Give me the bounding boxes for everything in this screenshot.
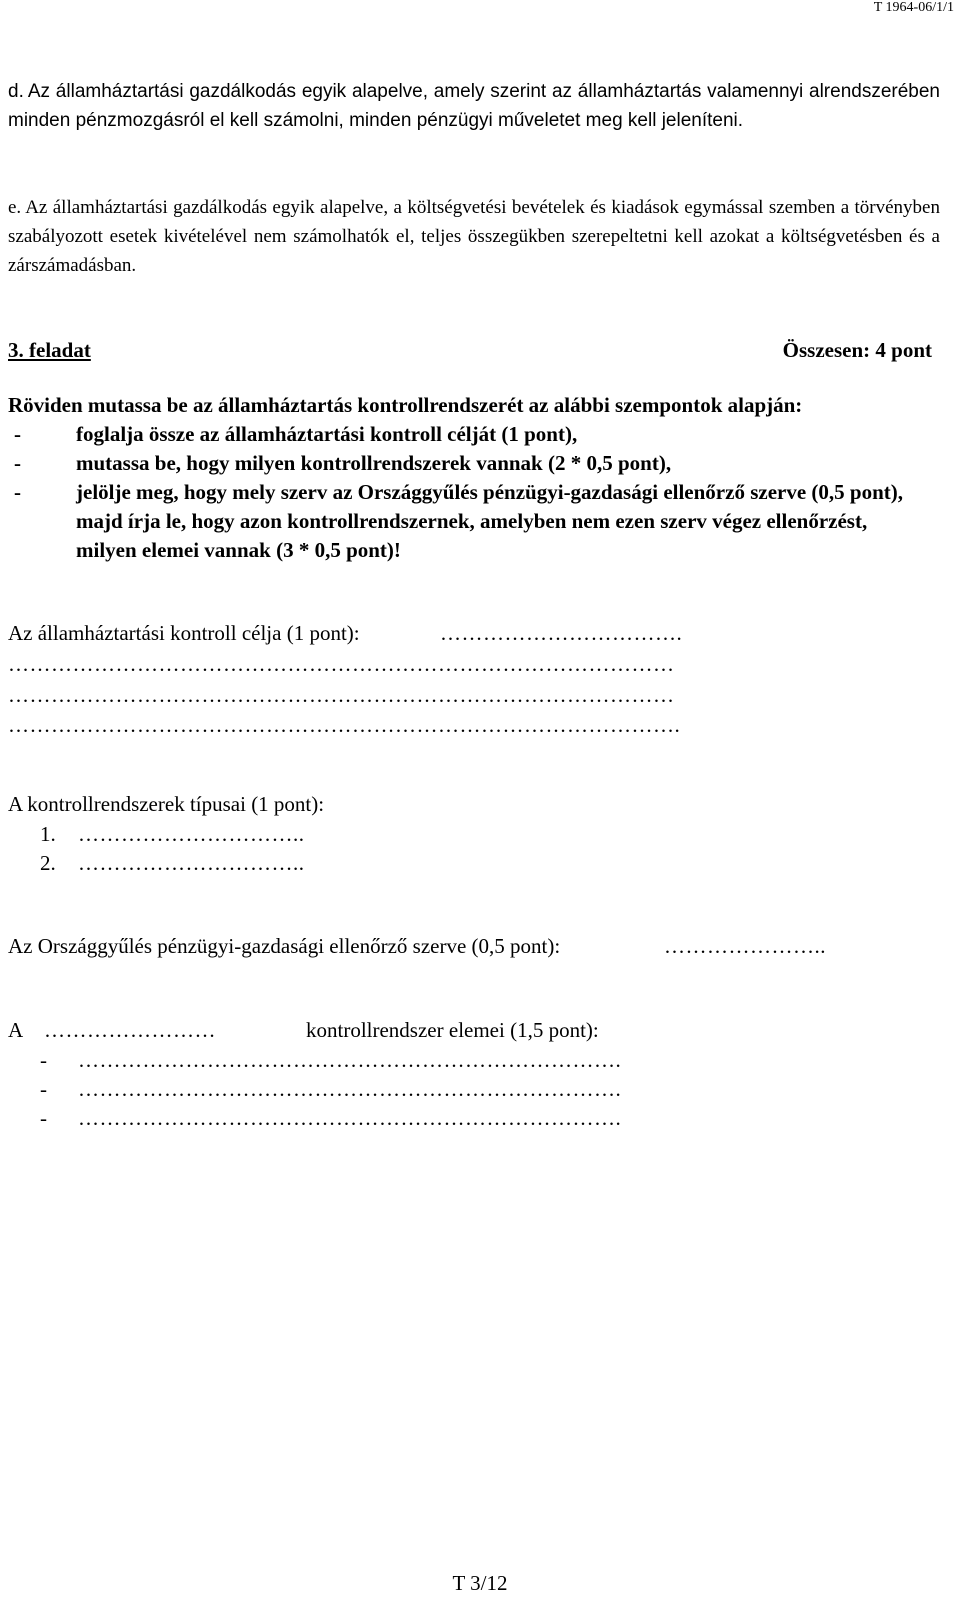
q4-answer-blank[interactable]: …………………………………………………………………. — [78, 1077, 622, 1101]
item-d-letter: d. — [8, 81, 24, 102]
q2-item-number: 1. — [40, 822, 56, 846]
q1-answer-blank[interactable]: ……………………………. — [440, 621, 683, 645]
task-instructions — [8, 391, 932, 565]
item-e-letter: e. — [8, 197, 22, 218]
task-bullet — [8, 449, 932, 478]
bullet-text: mutassa be, hogy milyen kontrollrendszerek vannak (2 * 0,5 pont), — [76, 451, 672, 475]
bullet-marker: - — [14, 422, 21, 446]
item-d — [8, 77, 940, 135]
task-points: Összesen: 4 pont — [782, 338, 932, 362]
bullet-text: jelölje meg, hogy mely szerv az Országgyűlés pénzügyi-gazdasági ellenőrző szerve (0,5 pont), majd írja le, hogy azon kontrollrendszernek, amelyben nem ezen szerv végez ellenőrzést, milyen elemei vannak (3 * 0,5 pont)! — [76, 480, 903, 562]
page-number: T 3/12 — [452, 1571, 508, 1595]
q4-item-marker: - — [40, 1106, 47, 1130]
q4-system-blank[interactable]: …………………… — [44, 1018, 216, 1042]
q4-answer-blank[interactable]: …………………………………………………………………. — [78, 1048, 622, 1072]
q4-answer-blank[interactable]: …………………………………………………………………. — [78, 1106, 622, 1130]
page-code: T 1964-06/1/1 — [873, 0, 954, 15]
item-e-text: Az államháztartási gazdálkodás egyik alapelve, a költségvetési bevételek és kiadások egymással szemben a törvényben szabályozott esetek kivételével nem számolhatók el, teljes összegükben szerepeltetni kell azokat a költségvetésben és a zárszámadásban. — [8, 197, 940, 276]
q4-prefix: A — [8, 1018, 24, 1042]
q1-label: Az államháztartási kontroll célja (1 pont): — [8, 621, 360, 645]
q2-answer-blank[interactable]: ………………………….. — [78, 851, 305, 875]
q1-answer-blank[interactable]: ………………………………………………………………………………… — [8, 683, 675, 707]
q4-item-marker: - — [40, 1048, 47, 1072]
q2-item-number: 2. — [40, 851, 56, 875]
q4-label: kontrollrendszer elemei (1,5 pont): — [306, 1018, 599, 1042]
q1-answer-blank[interactable]: …………………………………………………………………………………. — [8, 713, 681, 737]
q2-answer-blank[interactable]: ………………………….. — [78, 822, 305, 846]
q4-item-marker: - — [40, 1077, 47, 1101]
task-title: 3. feladat — [8, 338, 91, 362]
q1-answer-blank[interactable]: ………………………………………………………………………………… — [8, 652, 675, 676]
task-intro: Röviden mutassa be az államháztartás kontrollrendszerét az alábbi szempontok alapján: — [8, 393, 803, 417]
q2-label: A kontrollrendszerek típusai (1 pont): — [8, 792, 325, 816]
bullet-marker: - — [14, 480, 21, 504]
q3-answer-blank[interactable]: ………………….. — [664, 934, 826, 958]
item-e — [8, 193, 940, 280]
q3-label: Az Országgyűlés pénzügyi-gazdasági ellenőrző szerve (0,5 pont): — [8, 934, 561, 958]
task-bullet — [8, 420, 932, 449]
task-bullet — [8, 478, 932, 565]
bullet-marker: - — [14, 451, 21, 475]
bullet-text: foglalja össze az államháztartási kontroll célját (1 pont), — [76, 422, 578, 446]
item-d-text: Az államháztartási gazdálkodás egyik alapelve, amely szerint az államháztartás valamennyi alrendszerében minden pénzmozgásról el kell számolni, minden pénzügyi műveletet meg kell jeleníteni. — [8, 81, 940, 131]
